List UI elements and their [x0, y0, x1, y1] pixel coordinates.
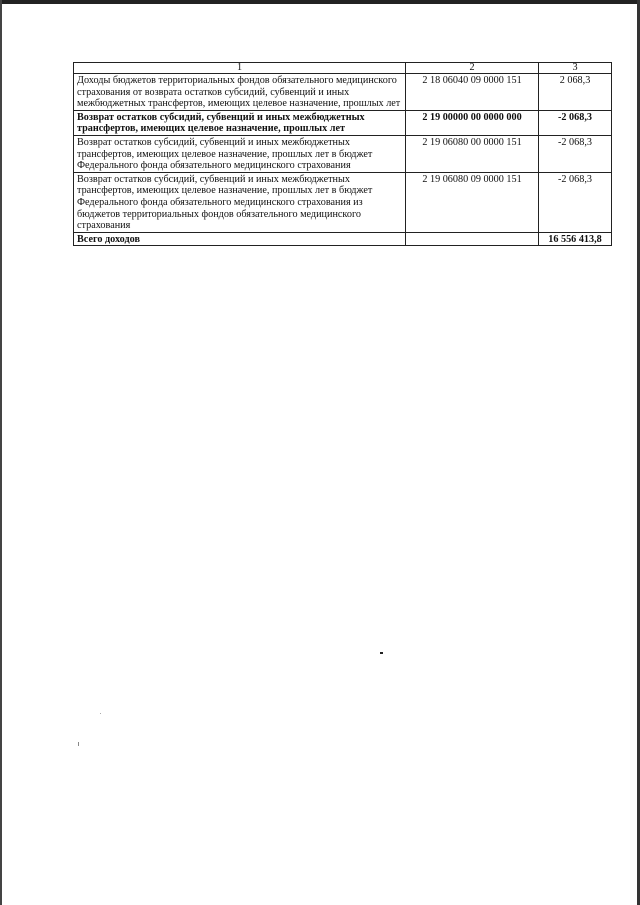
scan-edge-left [0, 0, 2, 905]
row-description: Возврат остатков субсидий, субвенций и иных межбюджетных трансфертов, имеющих целевое назначение, прошлых лет в бюджет Федерального фонда обязательного медицинского страхования из бюджетов территориальных фондов обязательного медицинского страхования [74, 172, 406, 232]
row-amount: 2 068,3 [539, 74, 612, 111]
row-code: 2 19 06080 09 0000 151 [406, 172, 539, 232]
scan-speck [100, 713, 101, 714]
budget-revenue-table [73, 62, 612, 246]
header-col-1: 1 [74, 63, 406, 74]
header-col-3: 3 [539, 63, 612, 74]
scan-speck [380, 652, 383, 654]
scan-speck [78, 742, 79, 746]
total-label: Всего доходов [74, 232, 406, 246]
table-total-row [74, 232, 612, 246]
row-code: 2 19 06080 00 0000 151 [406, 135, 539, 172]
row-description: Доходы бюджетов территориальных фондов обязательного медицинского страхования от возврата остатков субсидий, субвенций и иных межбюджетных трансфертов, имеющих целевое назначение, прошлых лет [74, 74, 406, 111]
row-amount: -2 068,3 [539, 110, 612, 135]
row-description: Возврат остатков субсидий, субвенций и иных межбюджетных трансфертов, имеющих целевое назначение, прошлых лет [74, 110, 406, 135]
table-row [74, 74, 612, 111]
row-code: 2 18 06040 09 0000 151 [406, 74, 539, 111]
row-amount: -2 068,3 [539, 135, 612, 172]
row-amount: -2 068,3 [539, 172, 612, 232]
row-description: Возврат остатков субсидий, субвенций и иных межбюджетных трансфертов, имеющих целевое назначение, прошлых лет в бюджет Федерального фонда обязательного медицинского страхования [74, 135, 406, 172]
table-row [74, 172, 612, 232]
table-row [74, 110, 612, 135]
scan-edge-top [0, 0, 640, 4]
total-amount: 16 556 413,8 [539, 232, 612, 246]
total-code [406, 232, 539, 246]
row-code: 2 19 00000 00 0000 000 [406, 110, 539, 135]
table-header-row [74, 63, 612, 74]
header-col-2: 2 [406, 63, 539, 74]
table-row [74, 135, 612, 172]
